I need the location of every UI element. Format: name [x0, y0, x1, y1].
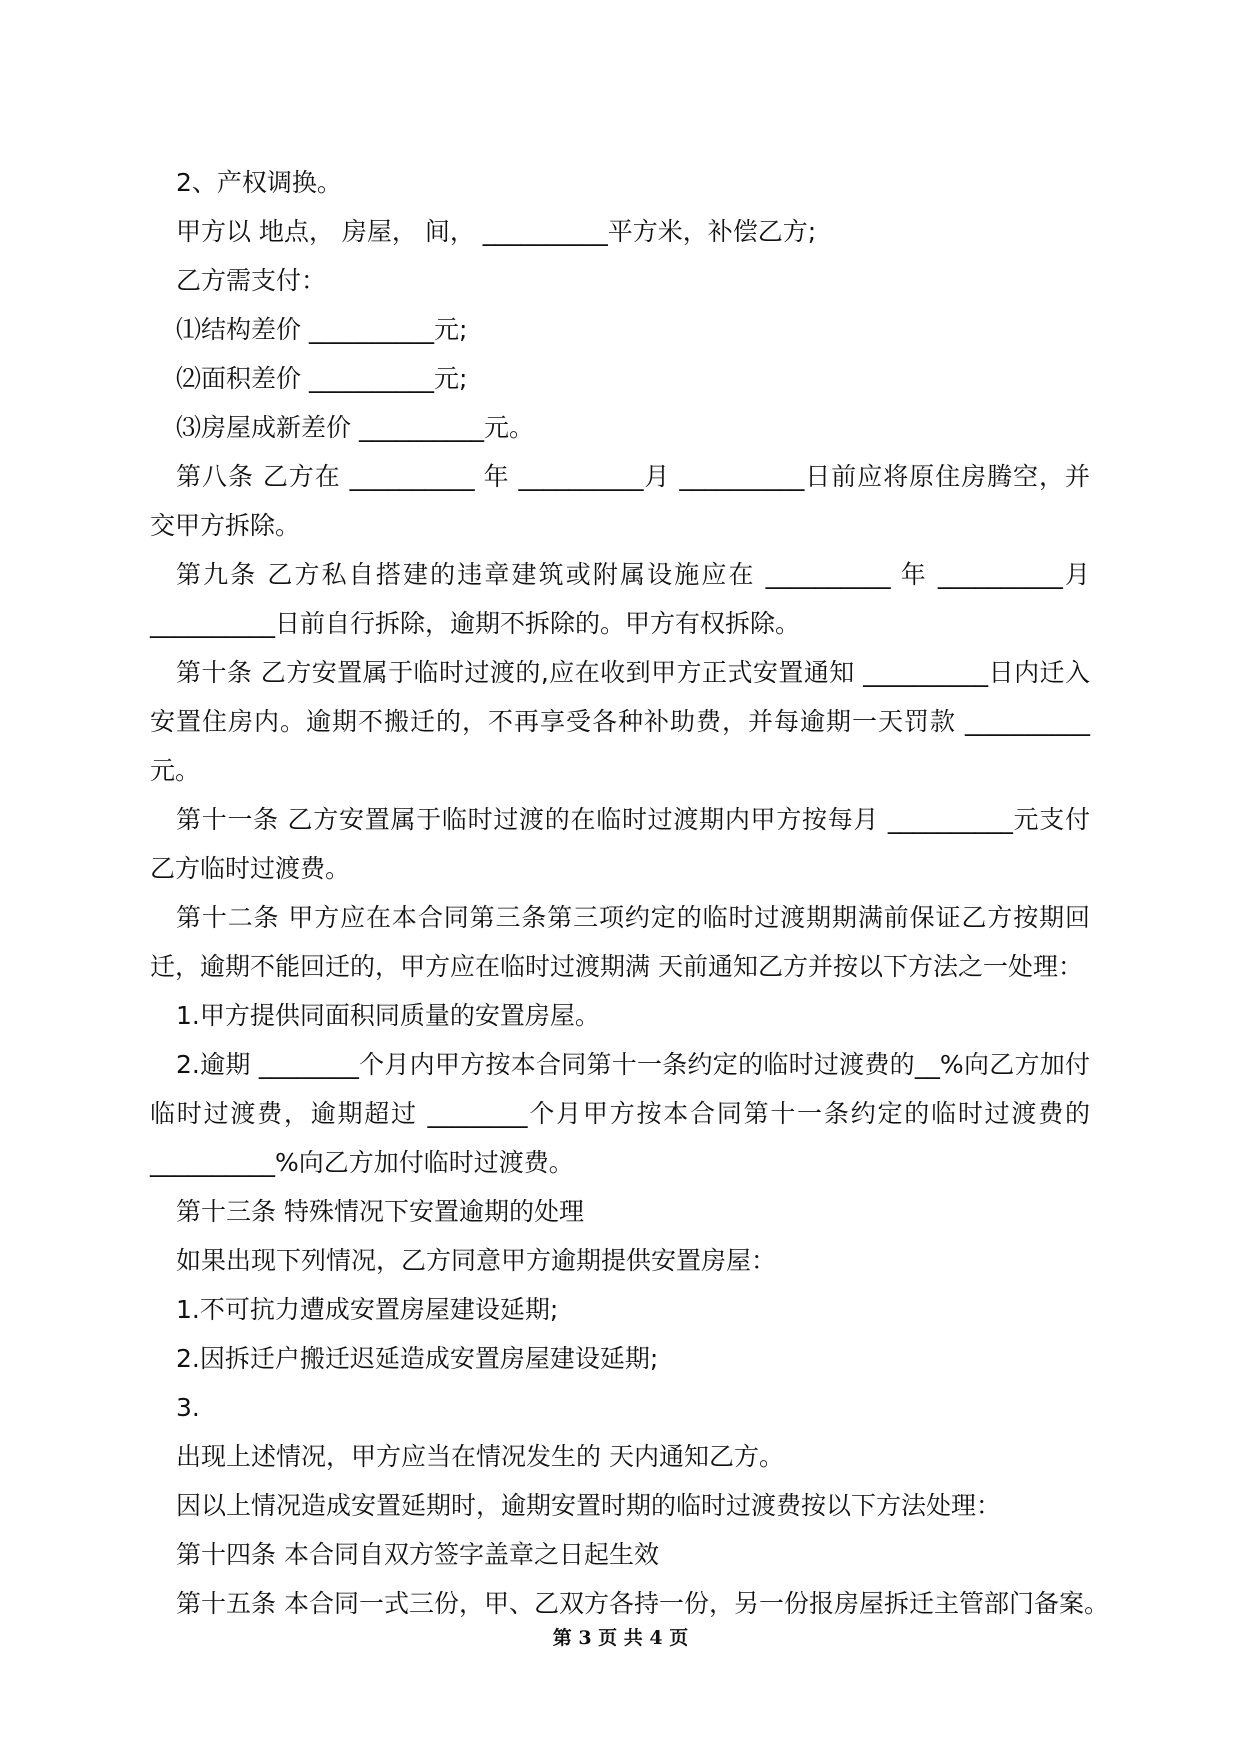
article-14: 第十四条 本合同自双方签字盖章之日起生效: [176, 1540, 659, 1569]
paragraph-party-b-pays: 乙方需支付：: [176, 266, 327, 295]
article-13-fee-handling: 因以上情况造成安置延期时，逾期安置时期的临时过渡费按以下方法处理：: [176, 1491, 1002, 1520]
article-12-item-1: 1.甲方提供同面积同质量的安置房屋。: [176, 1001, 600, 1030]
paragraph-area-diff: ⑵面积差价 __________元;: [176, 364, 468, 393]
paragraph-property-exchange: 2、产权调换。: [176, 168, 342, 197]
article-8: 第八条 乙方在 __________ 年 __________月 __________日前应将原住房腾空，并交甲方拆除。: [150, 462, 1090, 540]
page-number-footer: 第 3 页 共 4 页: [552, 1627, 689, 1649]
paragraph-party-a-offer: 甲方以 地点， 房屋， 间， __________平方米，补偿乙方;: [176, 217, 817, 246]
paragraph-structure-diff: ⑴结构差价 __________元;: [176, 315, 468, 344]
article-9: 第九条 乙方私自搭建的违章建筑或附属设施应在 __________ 年 __________月 __________日前自行拆除，逾期不拆除的。甲方有权拆除。: [150, 560, 1090, 638]
article-13: 第十三条 特殊情况下安置逾期的处理: [176, 1197, 584, 1226]
article-13-item-1: 1.不可抗力遭成安置房屋建设延期;: [176, 1295, 559, 1324]
article-13-notice: 出现上述情况，甲方应当在情况发生的 天内通知乙方。: [176, 1442, 784, 1471]
paragraph-newness-diff: ⑶房屋成新差价 __________元。: [176, 413, 534, 442]
article-15: 第十五条 本合同一式三份，甲、乙双方各持一份，另一份报房屋拆迁主管部门备案。: [176, 1589, 1109, 1618]
article-10: 第十条 乙方安置属于临时过渡的,应在收到甲方正式安置通知 __________日内迁入安置住房内。逾期不搬迁的，不再享受各种补助费，并每逾期一天罚款 __________元。: [150, 658, 1090, 785]
document-body: [150, 158, 1109, 1628]
article-11: 第十一条 乙方安置属于临时过渡的在临时过渡期内甲方按每月 __________元支付乙方临时过渡费。: [150, 805, 1090, 883]
article-12-item-2: 2.逾期 ________个月内甲方按本合同第十一条约定的临时过渡费的__%向乙方加付临时过渡费，逾期超过 ________个月甲方按本合同第十一条约定的临时过渡费的__________%向乙方加付临时过渡费。: [150, 1050, 1090, 1177]
article-13-intro: 如果出现下列情况，乙方同意甲方逾期提供安置房屋：: [176, 1246, 777, 1275]
article-12: 第十二条 甲方应在本合同第三条第三项约定的临时过渡期期满前保证乙方按期回迁，逾期不能回迁的，甲方应在临时过渡期满 天前通知乙方并按以下方法之一处理：: [150, 903, 1090, 981]
article-13-item-3: 3.: [176, 1393, 200, 1422]
article-13-item-2: 2.因拆迁户搬迁迟延造成安置房屋建设延期;: [176, 1344, 659, 1373]
